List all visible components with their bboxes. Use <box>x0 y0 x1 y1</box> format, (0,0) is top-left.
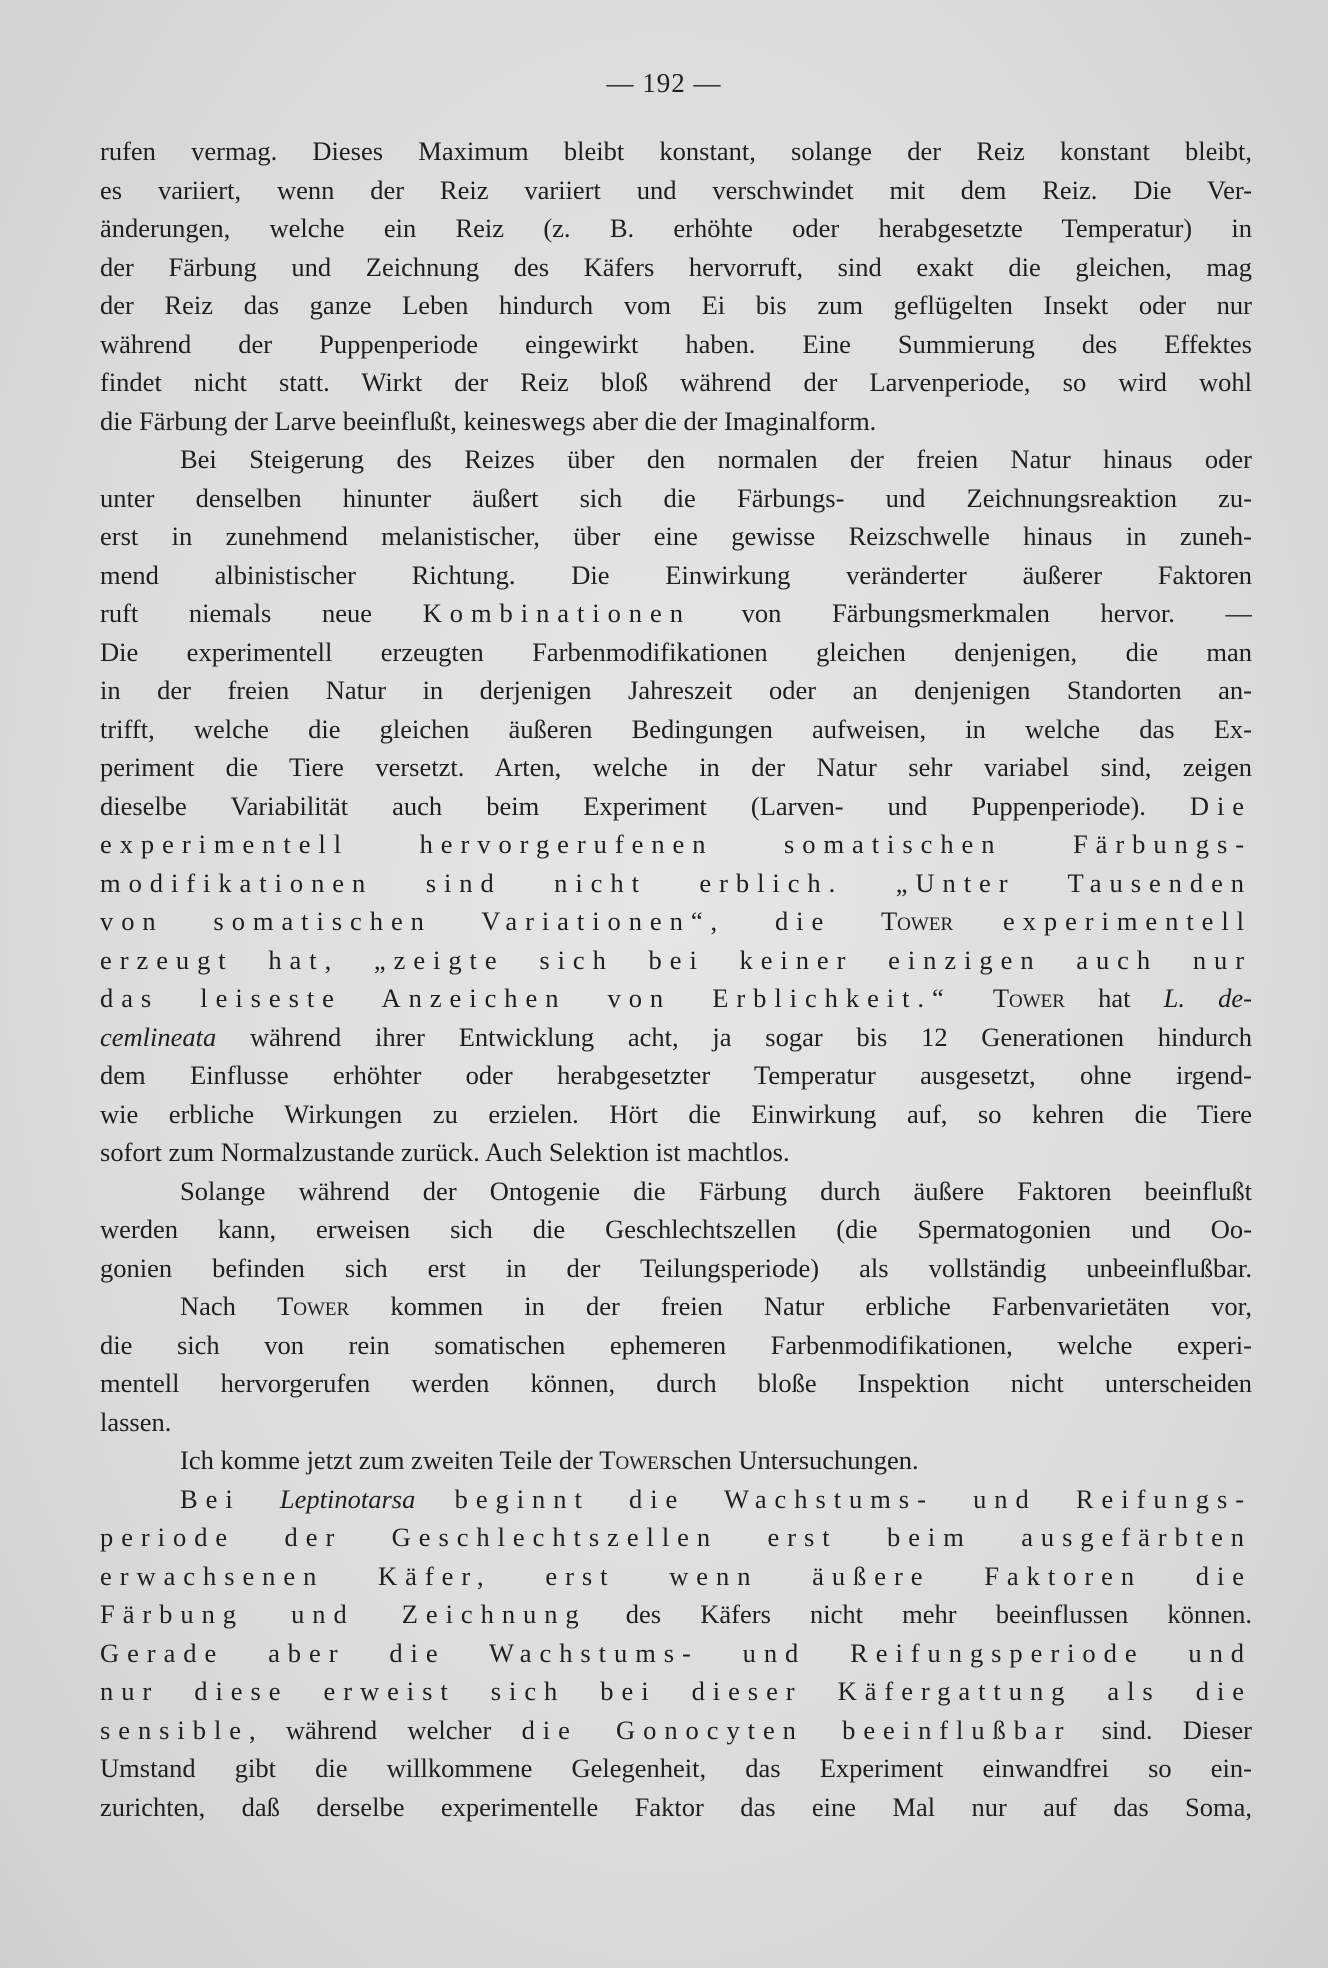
text-line: modifikationen sind nicht erblich. „Unter Tausenden <box>100 867 1252 898</box>
spaced-emphasis: Färbung und Zeichnung <box>100 1599 587 1629</box>
text-run: beginnt die Wachstums- und Reifungs- <box>415 1483 1252 1514</box>
text-line <box>100 1711 1252 1750</box>
genus-name: Leptinotarsa <box>279 1483 416 1514</box>
text-line: sofort zum Normalzustande zurück. Auch Selektion ist machtlos. <box>100 1137 790 1167</box>
text-line: periode der Geschlechtszellen erst beim ausgefärbten <box>100 1522 1252 1552</box>
text-line: es variiert, wenn der Reiz variiert und verschwindet mit dem Reiz. Die Ver- <box>100 174 1252 205</box>
spaced-emphasis: sensible <box>100 1714 249 1745</box>
species-name: cemlineata <box>100 1021 217 1052</box>
text-line: werden kann, erweisen sich die Geschlechtszellen (die Spermatogonien und Oo- <box>100 1214 1252 1244</box>
text-run: sind. Dieser <box>1071 1714 1252 1745</box>
text-line: mend albinistischer Richtung. Die Einwirkung veränderter äußerer Faktoren <box>100 559 1252 590</box>
text-line: mentell hervorgerufen werden können, durch bloße Inspektion nicht unterscheiden <box>100 1368 1252 1398</box>
text-line <box>100 979 1252 1018</box>
text-line <box>100 787 1252 826</box>
text-run: hat <box>1064 983 1164 1013</box>
text-line <box>100 1441 1252 1480</box>
text-line <box>100 1480 1252 1519</box>
text-line: findet nicht statt. Wirkt der Reiz bloß während der Larvenperiode, so wird wohl <box>100 367 1252 397</box>
spaced-emphasis: die Gonocyten beeinflußbar <box>521 1714 1072 1745</box>
text-run: , während welcher <box>248 1714 522 1745</box>
author-name: Tower <box>277 1291 350 1321</box>
text-line: änderungen, welche ein Reiz (z. B. erhöhte oder herabgesetzte Temperatur) in <box>100 213 1252 243</box>
text-run: Bei <box>180 1483 280 1514</box>
text-line: trifft, welche die gleichen äußeren Bedingungen aufweisen, in welche das Ex- <box>100 713 1252 744</box>
text-line: gonien befinden sich erst in der Teilungsperiode) als vollständig unbeeinflußbar. <box>100 1252 1252 1283</box>
species-name: L. de- <box>1163 983 1252 1013</box>
text-run: experimentell <box>953 906 1252 936</box>
text-run: während ihrer Entwicklung acht, ja sogar bis 12 Generationen hindurch <box>216 1021 1252 1052</box>
text-line <box>100 594 1252 633</box>
text-run: kommen in der freien Natur erbliche Farbenvarietäten vor, <box>349 1291 1252 1321</box>
text-run: schen Untersuchungen. <box>671 1445 919 1475</box>
text-run: von Färbungsmerkmalen hervor. — <box>690 598 1252 628</box>
text-line: Umstand gibt die willkommene Gelegenheit, das Experiment einwandfrei so ein- <box>100 1753 1252 1783</box>
text-run: ruft niemals neue <box>100 598 423 628</box>
text-line: Gerade aber die Wachstums- und Reifungsperiode und <box>100 1637 1252 1668</box>
text-run: des Käfers nicht mehr beeinflussen können. <box>586 1599 1252 1629</box>
body-text <box>100 132 1252 1826</box>
page-number: — 192 — <box>606 68 722 98</box>
text-line <box>100 1018 1252 1057</box>
spaced-emphasis: Die <box>1189 790 1252 821</box>
text-line: periment die Tiere versetzt. Arten, welche in der Natur sehr variabel sind, zeigen <box>100 752 1252 782</box>
text-line <box>100 1595 1252 1634</box>
text-line: während der Puppenperiode eingewirkt haben. Eine Summierung des Effektes <box>100 328 1252 359</box>
author-name: Tower <box>599 1445 672 1475</box>
text-line: Solange während der Ontogenie die Färbung durch äußere Faktoren beeinflußt <box>180 1175 1252 1206</box>
spaced-emphasis: Kombinationen <box>422 598 691 628</box>
spaced-emphasis: das leiseste Anzeichen von Erblichkeit.“ <box>100 983 993 1013</box>
text-line: die sich von rein somatischen ephemeren Farbenmodifikationen, welche experi- <box>100 1329 1252 1360</box>
text-line: nur diese erweist sich bei dieser Käfergattung als die <box>100 1676 1252 1706</box>
text-line: Die experimentell erzeugten Farbenmodifikationen gleichen denjenigen, die man <box>100 636 1252 667</box>
text-run: Ich komme jetzt zum zweiten Teile der <box>180 1445 600 1475</box>
text-line: erzeugt hat, „zeigte sich bei keiner einzigen auch nur <box>100 944 1252 975</box>
text-line <box>100 902 1252 941</box>
text-run: Nach <box>180 1291 278 1321</box>
text-line: lassen. <box>100 1406 172 1437</box>
text-run: von somatischen Variationen“, die <box>100 906 881 936</box>
text-line: experimentell hervorgerufenen somatischen Färbungs- <box>100 829 1252 859</box>
author-name: Tower <box>992 983 1065 1013</box>
text-run: dieselbe Variabilität auch beim Experiment (Larven- und Puppenperiode). <box>100 790 1190 821</box>
text-line: rufen vermag. Dieses Maximum bleibt konstant, solange der Reiz konstant bleibt, <box>100 136 1252 166</box>
text-line: der Reiz das ganze Leben hindurch vom Ei bis zum geflügelten Insekt oder nur <box>100 290 1252 320</box>
text-line <box>100 1287 1252 1326</box>
author-name: Tower <box>881 906 954 936</box>
text-line: wie erbliche Wirkungen zu erzielen. Hört die Einwirkung auf, so kehren die Tiere <box>100 1098 1252 1129</box>
text-line: dem Einflusse erhöhter oder herabgesetzter Temperatur ausgesetzt, ohne irgend- <box>100 1060 1252 1090</box>
text-line: erst in zunehmend melanistischer, über eine gewisse Reizschwelle hinaus in zuneh- <box>100 521 1252 551</box>
text-line: die Färbung der Larve beeinflußt, keineswegs aber die der Imaginalform. <box>100 405 877 436</box>
text-line: Bei Steigerung des Reizes über den normalen der freien Natur hinaus oder <box>180 444 1252 474</box>
text-line: der Färbung und Zeichnung des Käfers hervorruft, sind exakt die gleichen, mag <box>100 251 1252 282</box>
text-line: in der freien Natur in derjenigen Jahreszeit oder an denjenigen Standorten an- <box>100 675 1252 705</box>
text-line: unter denselben hinunter äußert sich die Färbungs- und Zeichnungsreaktion zu- <box>100 482 1252 513</box>
text-line: zurichten, daß derselbe experimentelle Faktor das eine Mal nur auf das Soma, <box>100 1791 1252 1822</box>
text-line: erwachsenen Käfer, erst wenn äußere Faktoren die <box>100 1560 1252 1591</box>
